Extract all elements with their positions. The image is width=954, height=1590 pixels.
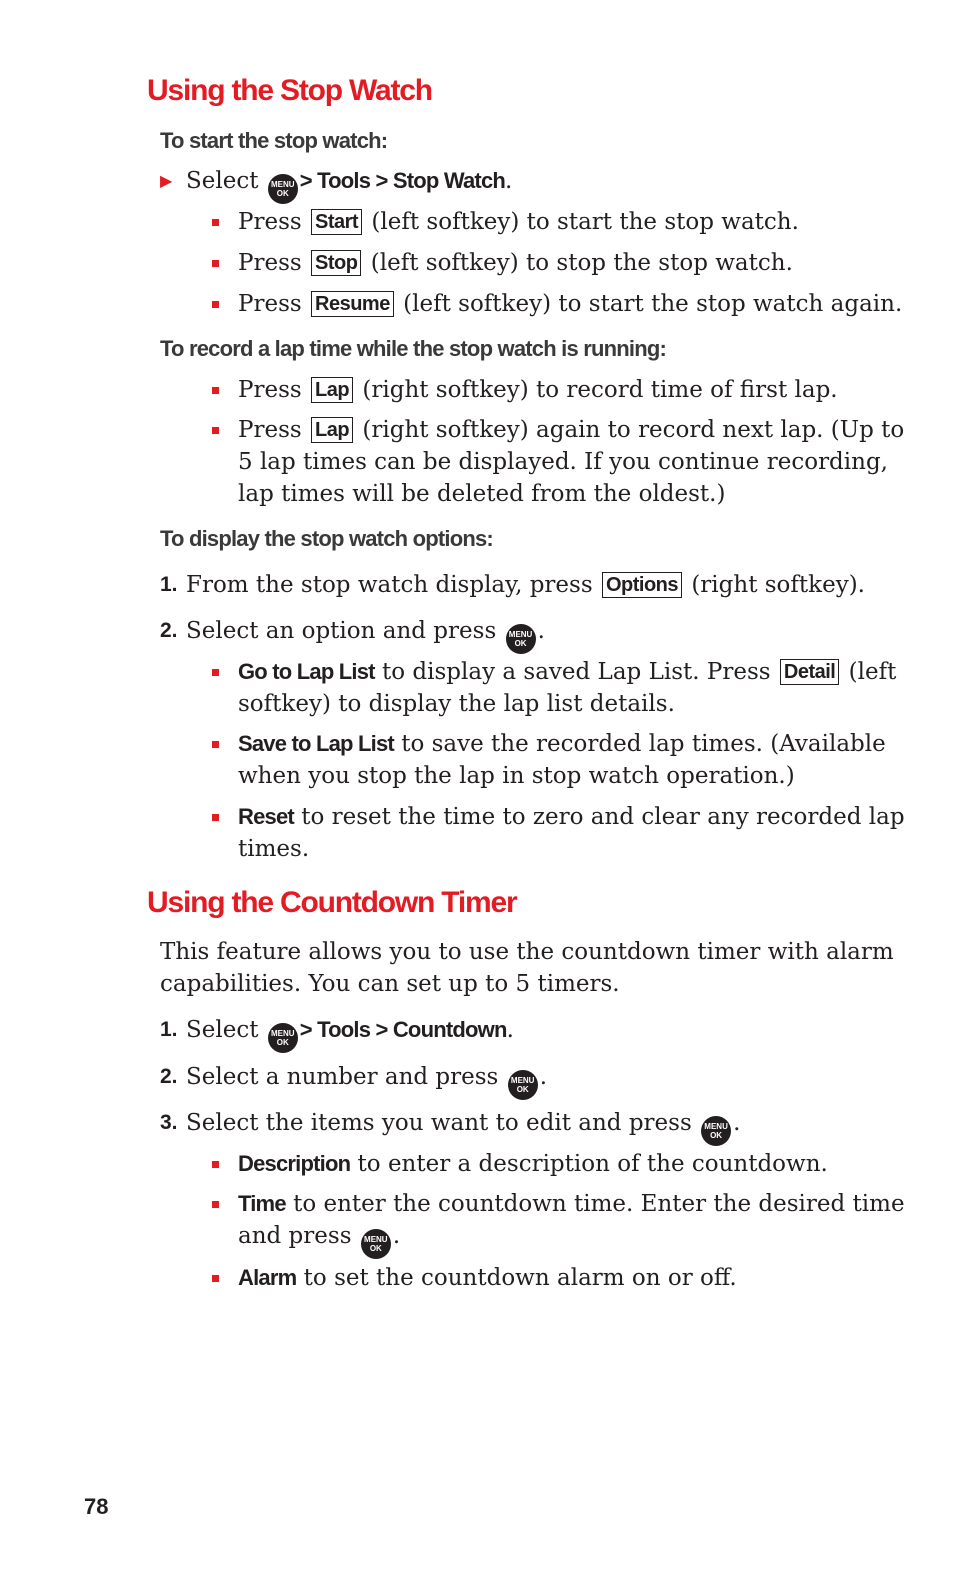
step-number: 1. xyxy=(160,573,178,596)
square-bullet-icon xyxy=(212,427,219,434)
save-to-lap-list-item: Save to Lap List to save the recorded lap times. (Available when you stop the lap in stop watch operation.) xyxy=(238,731,886,789)
section-title-stop-watch: Using the Stop Watch xyxy=(147,74,432,107)
stop-instruction: Press Stop (left softkey) to stop the stop watch. xyxy=(238,250,793,276)
lap-softkey-label: Lap xyxy=(311,377,353,403)
square-bullet-icon xyxy=(212,669,219,676)
square-bullet-icon xyxy=(212,814,219,821)
countdown-intro: This feature allows you to use the countdown timer with alarm capabilities. You can set up to 5 timers. xyxy=(160,939,894,997)
square-bullet-icon xyxy=(212,741,219,748)
menu-ok-icon: MENU OK xyxy=(701,1116,731,1146)
select-stopwatch-line: Select MENU OK > Tools > Stop Watch. xyxy=(186,165,512,204)
stop-softkey-label: Stop xyxy=(311,250,361,276)
description-item: Description to enter a description of the countdown. xyxy=(238,1151,828,1177)
select-word: Select xyxy=(186,168,259,194)
options-step-2: Select an option and press MENU OK . xyxy=(186,615,545,654)
square-bullet-icon xyxy=(212,301,219,308)
goto-lap-list-label: Go to Lap List xyxy=(238,659,375,684)
countdown-step-1: Select MENU OK > Tools > Countdown. xyxy=(186,1014,514,1053)
square-bullet-icon xyxy=(212,260,219,267)
alarm-item: Alarm to set the countdown alarm on or off. xyxy=(238,1265,737,1291)
options-softkey-label: Options xyxy=(602,572,682,598)
time-label: Time xyxy=(238,1191,286,1216)
resume-softkey-label: Resume xyxy=(311,291,394,317)
triangle-bullet-icon: ▶ xyxy=(160,171,173,190)
countdown-step-2: Select a number and press MENU OK . xyxy=(186,1061,547,1100)
lap-next-instruction: Press Lap (right softkey) again to record next lap. (Up to 5 lap times can be displayed. If you continue recording, lap times will be deleted from the oldest.) xyxy=(238,417,905,507)
menu-path: > Tools > Stop Watch xyxy=(299,168,506,193)
subheading-options: To display the stop watch options: xyxy=(160,526,493,551)
section-title-countdown: Using the Countdown Timer xyxy=(147,886,517,919)
options-step-1: From the stop watch display, press Options (right softkey). xyxy=(186,572,865,598)
square-bullet-icon xyxy=(212,1275,219,1282)
menu-path: > Tools > Countdown xyxy=(299,1017,507,1042)
lap-first-instruction: Press Lap (right softkey) to record time of first lap. xyxy=(238,377,838,403)
countdown-step-3: Select the items you want to edit and press MENU OK . xyxy=(186,1107,740,1146)
page-number: 78 xyxy=(84,1494,109,1519)
square-bullet-icon xyxy=(212,387,219,394)
reset-item: Reset to reset the time to zero and clear any recorded lap times. xyxy=(238,804,905,862)
save-to-lap-list-label: Save to Lap List xyxy=(238,731,394,756)
detail-softkey-label: Detail xyxy=(780,659,839,685)
menu-ok-icon: MENU OK xyxy=(506,624,536,654)
alarm-label: Alarm xyxy=(238,1265,297,1290)
square-bullet-icon xyxy=(212,1161,219,1168)
start-softkey-label: Start xyxy=(311,209,362,235)
subheading-lap: To record a lap time while the stop watch is running: xyxy=(160,336,667,361)
lap-softkey-label: Lap xyxy=(311,417,353,443)
menu-ok-icon: MENU OK xyxy=(268,1023,298,1053)
square-bullet-icon xyxy=(212,1201,219,1208)
menu-ok-icon: MENU OK xyxy=(508,1070,538,1100)
start-instruction: Press Start (left softkey) to start the stop watch. xyxy=(238,209,799,235)
resume-instruction: Press Resume (left softkey) to start the stop watch again. xyxy=(238,291,903,317)
time-item: Time to enter the countdown time. Enter the desired time and press MENU OK . xyxy=(238,1188,905,1259)
menu-ok-icon: MENU OK xyxy=(361,1229,391,1259)
square-bullet-icon xyxy=(212,219,219,226)
step-number: 1. xyxy=(160,1018,178,1041)
goto-lap-list-item: Go to Lap List to display a saved Lap List. Press Detail (left softkey) to display the lap list details. xyxy=(238,659,897,717)
menu-ok-icon: MENU OK xyxy=(268,174,298,204)
step-number: 2. xyxy=(160,1065,178,1088)
step-number: 2. xyxy=(160,619,178,642)
step-number: 3. xyxy=(160,1111,178,1134)
description-label: Description xyxy=(238,1151,351,1176)
reset-label: Reset xyxy=(238,804,294,829)
subheading-start: To start the stop watch: xyxy=(160,128,388,153)
